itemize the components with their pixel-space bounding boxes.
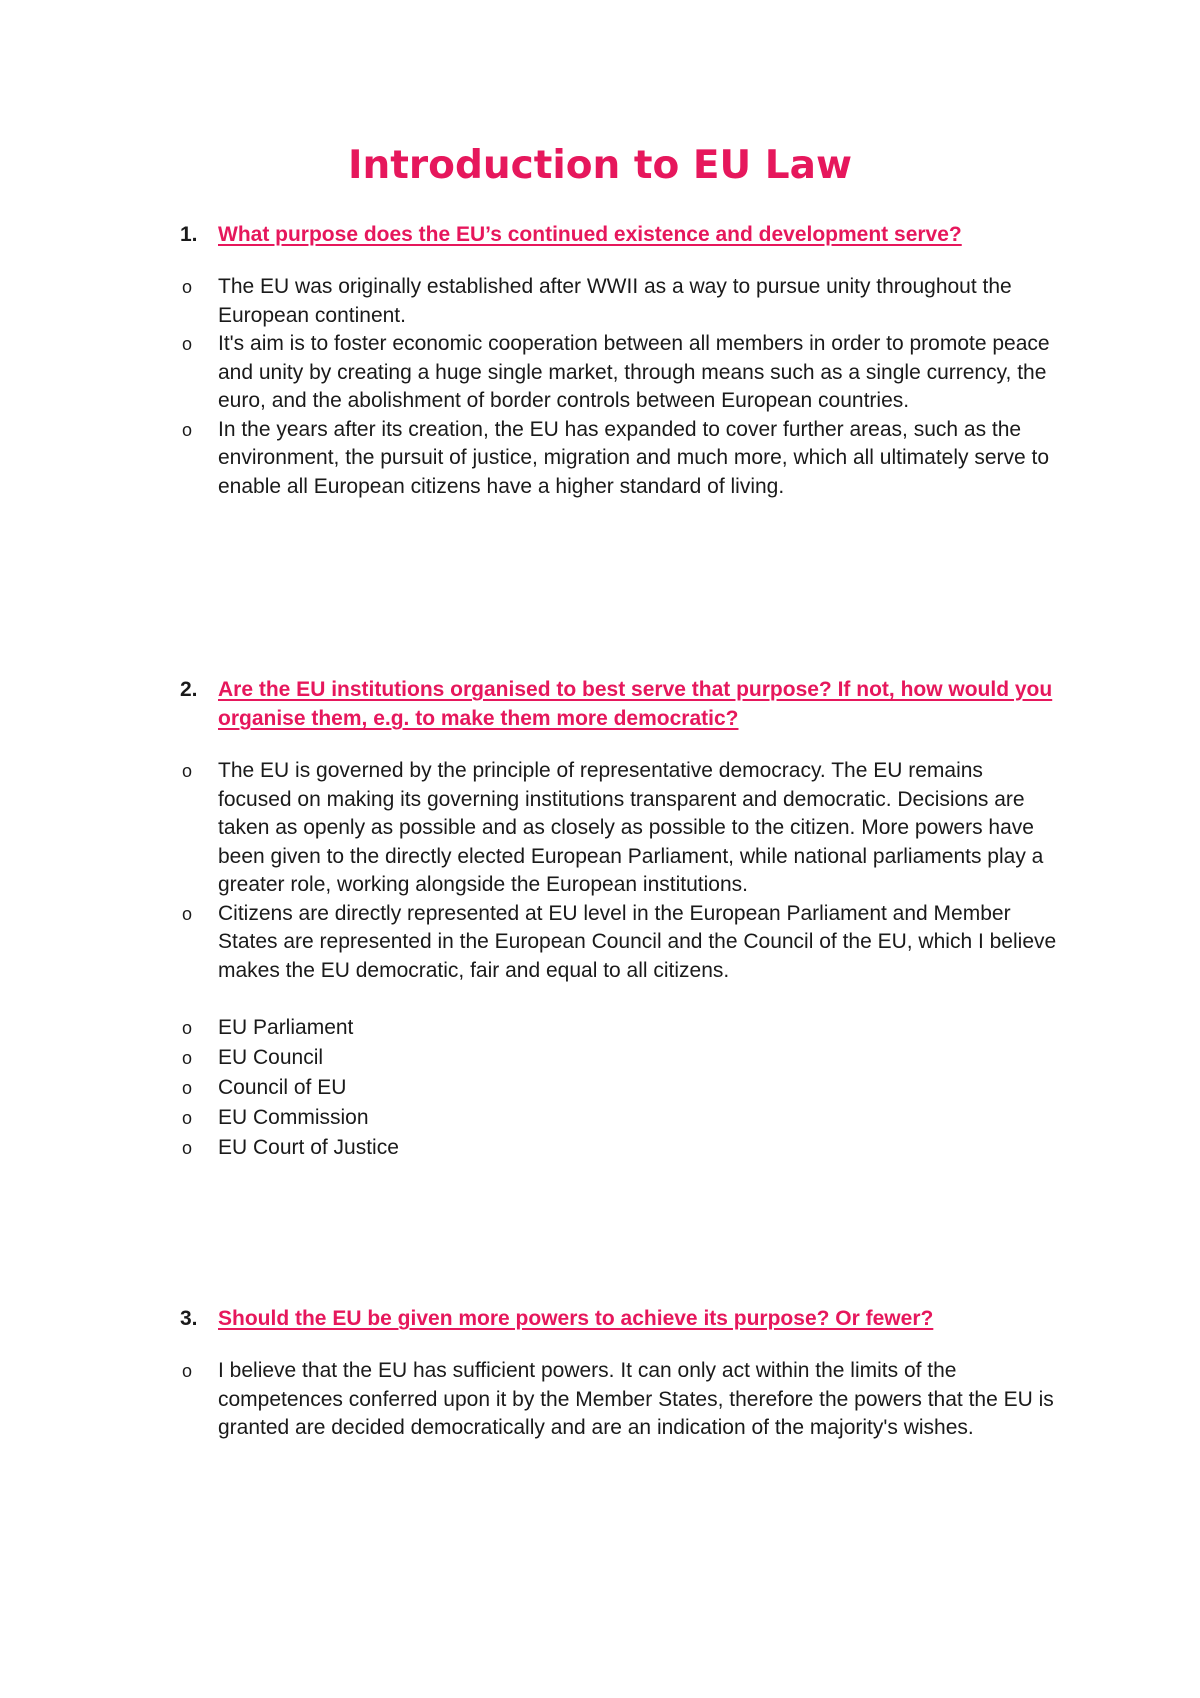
question-number: 1.	[180, 223, 198, 246]
answer-list	[0, 1357, 1200, 1443]
bullet-icon: o	[182, 761, 193, 781]
question-text: Are the EU institutions organised to best serve that purpose? If not, how would you organise them, e.g. to make them more democratic?	[218, 678, 1053, 730]
bullet-text: The EU is governed by the principle of representative democracy. The EU remains focused on making its governing institutions transparent and democratic. Decisions are taken as openly as possible and as closely as possible to the citizen. More powers have been given to the directly elected European Parliament, while national parliaments play a greater role, working alongside the European institutions.	[218, 759, 1044, 896]
bullet-text: In the years after its creation, the EU has expanded to cover further areas, such as the environment, the pursuit of justice, migration and much more, which all ultimately serve to enable all European citizens have a higher standard of living.	[218, 417, 1050, 498]
institution-text: EU Commission	[218, 1106, 369, 1129]
institution-text: EU Court of Justice	[218, 1136, 399, 1159]
institution-item	[182, 1133, 1058, 1163]
section-1	[0, 220, 1200, 501]
question-2	[0, 675, 1200, 733]
institutions-list	[0, 1013, 1200, 1163]
bullet-icon: o	[182, 277, 193, 297]
institution-item	[182, 1013, 1058, 1043]
answer-list	[0, 757, 1200, 985]
answer-bullet	[182, 273, 1058, 330]
answer-bullet	[182, 1357, 1058, 1443]
question-text: What purpose does the EU’s continued existence and development serve?	[218, 223, 962, 246]
bullet-icon: o	[182, 903, 193, 924]
institution-item	[182, 1043, 1058, 1073]
institution-text: Council of EU	[218, 1076, 347, 1099]
answer-bullet	[182, 416, 1058, 502]
question-number: 3.	[180, 1307, 198, 1330]
bullet-icon: o	[182, 1108, 193, 1128]
answer-bullet	[182, 330, 1058, 416]
institution-item	[182, 1103, 1058, 1133]
bullet-text: It's aim is to foster economic cooperation between all members in order to promote peace and unity by creating a huge single market, through means such as a single currency, the euro, and the abolishment of border controls between European countries.	[218, 332, 1050, 412]
answer-bullet	[182, 900, 1058, 986]
page-title: Introduction to EU Law	[348, 143, 852, 188]
section-2	[0, 675, 1200, 1163]
institution-item	[182, 1073, 1058, 1103]
answer-list	[0, 273, 1200, 501]
question-text: Should the EU be given more powers to achieve its purpose? Or fewer?	[218, 1307, 934, 1330]
bullet-text: I believe that the EU has sufficient powers. It can only act within the limits of the competences conferred upon it by the Member States, therefore the powers that the EU is granted are decided democratically and are an indication of the majority's wishes.	[218, 1359, 1054, 1439]
institution-text: EU Council	[218, 1046, 324, 1069]
bullet-icon: o	[182, 334, 193, 354]
bullet-icon: o	[182, 1138, 193, 1158]
answer-bullet	[182, 757, 1058, 900]
bullet-icon: o	[182, 1018, 193, 1038]
bullet-icon: o	[182, 1361, 193, 1381]
bullet-icon: o	[182, 1078, 193, 1098]
bullet-text: Citizens are directly represented at EU level in the European Parliament and Member States are represented in the European Council and the Council of the EU, which I believe makes the EU democratic, fair and equal to all citizens.	[218, 901, 1057, 982]
bullet-icon: o	[182, 419, 193, 440]
question-1	[0, 220, 1200, 249]
bullet-text: The EU was originally established after WWII as a way to pursue unity throughout the European continent.	[218, 275, 1012, 327]
institution-text: EU Parliament	[218, 1016, 354, 1039]
section-3	[0, 1304, 1200, 1443]
question-3	[0, 1304, 1200, 1333]
bullet-icon: o	[182, 1048, 193, 1068]
question-number: 2.	[180, 678, 198, 701]
